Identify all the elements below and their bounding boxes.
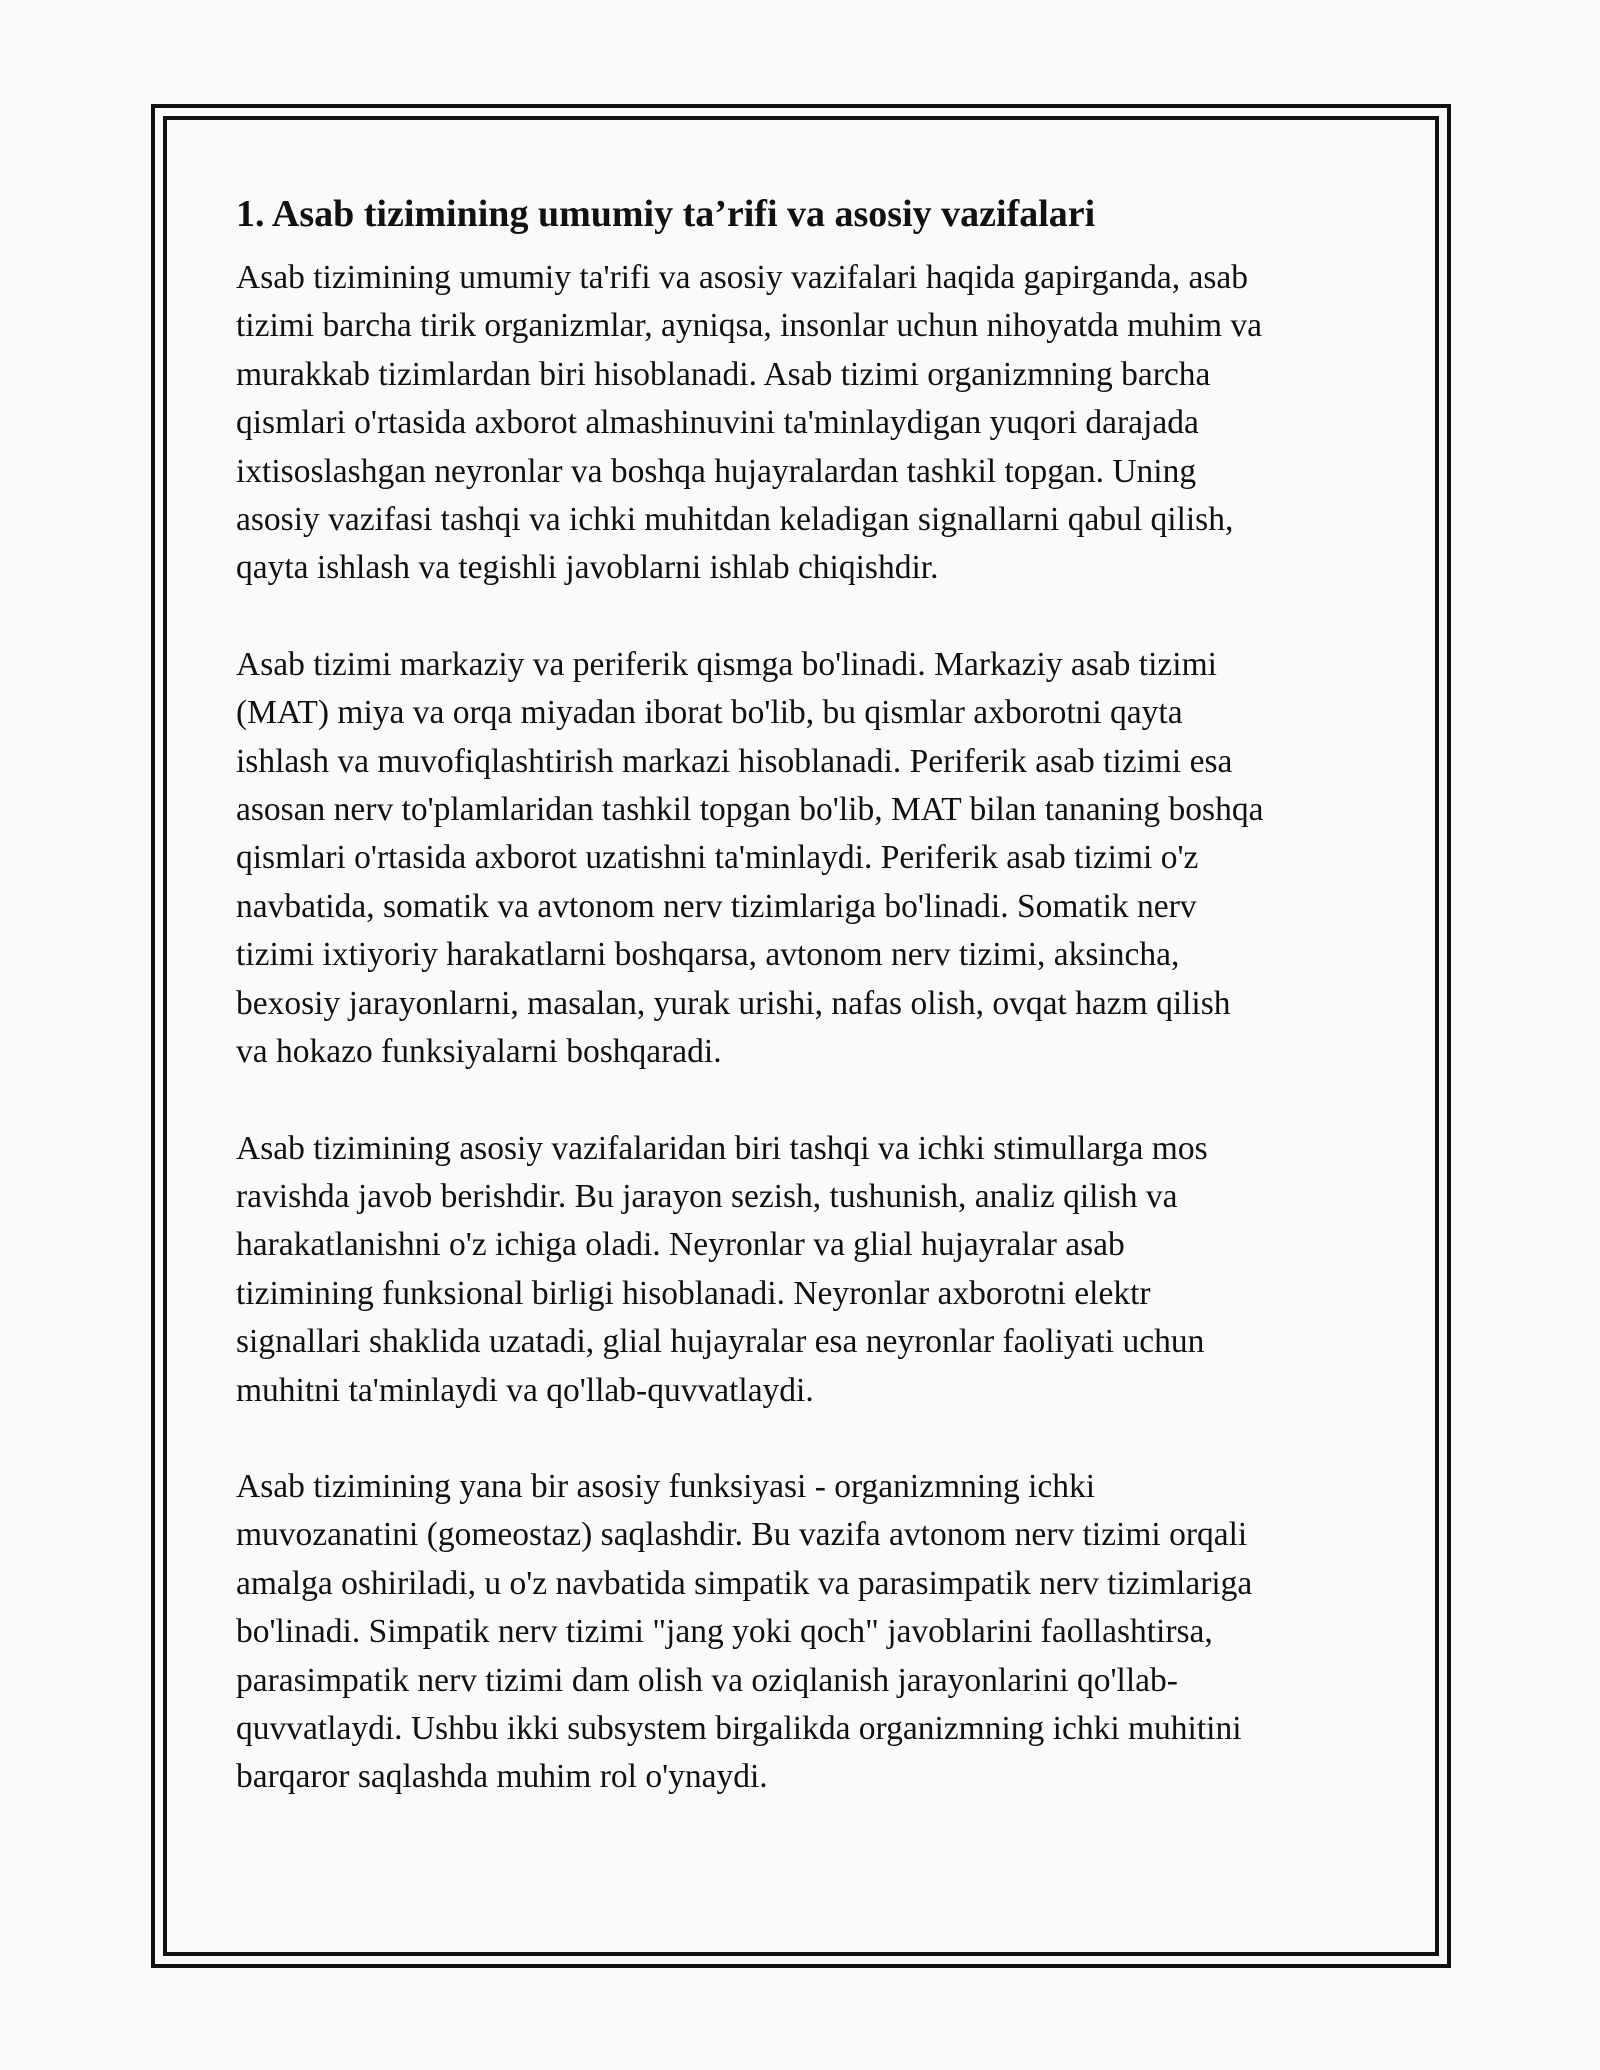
- paragraph-3: Asab tizimining asosiy vazifalaridan biri tashqi va ichki stimullarga mos ravishda javob berishdir. Bu jarayon sezish, tushunish, analiz qilish va harakatlanishni o'z ichiga oladi. Neyronlar va glial hujayralar asab tizimining funksional birligi hisoblanadi. Neyronlar axborotni elektr signallari shaklida uzatadi, glial hujayralar esa neyronlar faoliyati uchun muhitni ta'minlaydi va qo'llab-quvvatlaydi.: [236, 1129, 1208, 1409]
- paragraph-1: Asab tizimining umumiy ta'rifi va asosiy vazifalari haqida gapirganda, asab tizimi barcha tirik organizmlar, ayniqsa, insonlar uchun nihoyatda muhim va murakkab tizimlardan biri hisoblanadi. Asab tizimi organizmning barcha qismlari o'rtasida axborot almashinuvini ta'minlaydigan yuqori darajada ixtisoslashgan neyronlar va boshqa hujayralardan tashkil topgan. Uning asosiy vazifasi tashqi va ichki muhitdan keladigan signallarni qabul qilish, qayta ishlash va tegishli javoblarni ishlab chiqishdir.: [236, 259, 1263, 587]
- paragraph-4: Asab tizimining yana bir asosiy funksiyasi - organizmning ichki muvozanatini (gomeostaz) saqlashdir. Bu vazifa avtonom nerv tizimi orqali amalga oshiriladi, u o'z navbatida simpatik va parasimpatik nerv tizimlariga bo'linadi. Simpatik nerv tizimi "jang yoki qoch" javoblarini faollashtirsa, parasimpatik nerv tizimi dam olish va oziqlanish jarayonlarini qo'llab- quvvatlaydi. Ushbu ikki subsystem birgalikda organizmning ichki muhitini barqaror saqlashda muhim rol o'ynaydi.: [236, 1467, 1253, 1796]
- section-title: 1. Asab tizimining umumiy ta’rifi va asosiy vazifalari: [236, 193, 1096, 235]
- paragraph-2: Asab tizimi markaziy va periferik qismga bo'linadi. Markaziy asab tizimi (MAT) miya va orqa miyadan iborat bo'lib, bu qismlar axborotni qayta ishlash va muvofiqlashtirish markazi hisoblanadi. Periferik asab tizimi esa asosan nerv to'plamlaridan tashkil topgan bo'lib, MAT bilan tananing boshqa qismlari o'rtasida axborot uzatishni ta'minlaydi. Periferik asab tizimi o'z navbatida, somatik va avtonom nerv tizimlariga bo'linadi. Somatik nerv tizimi ixtiyoriy harakatlarni boshqarsa, avtonom nerv tizimi, aksincha, bexosiy jarayonlarni, masalan, yurak urishi, nafas olish, ovqat hazm qilish va hokazo funksiyalarni boshqaradi.: [236, 645, 1264, 1071]
- document-body: [236, 186, 1376, 1802]
